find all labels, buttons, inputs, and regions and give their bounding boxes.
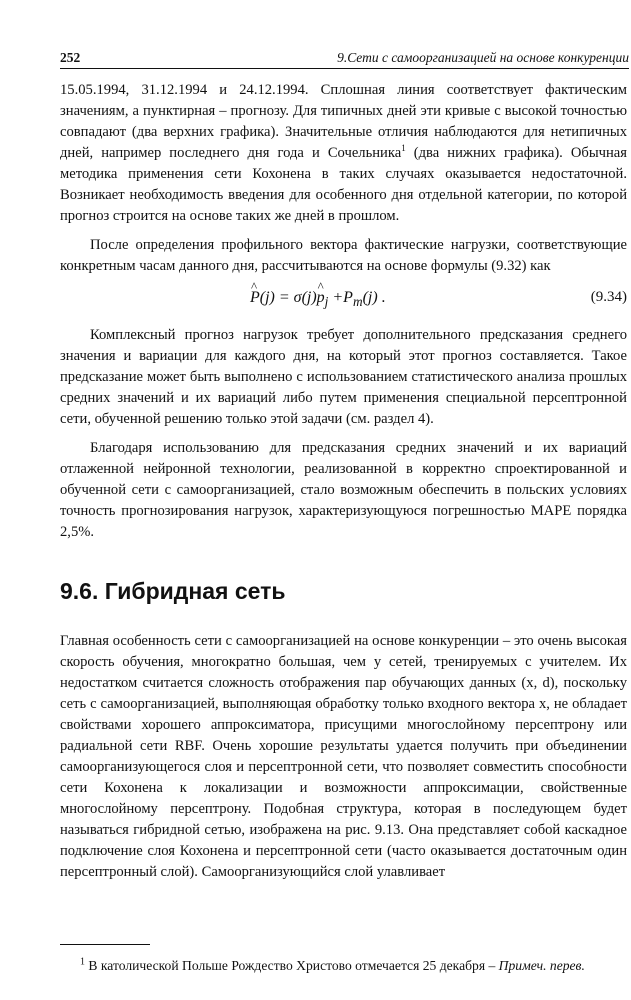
footnote-divider (60, 944, 150, 945)
paragraph-4: Благодаря использованию для предсказания средних значений и их вариаций отлаженной нейронной технологии, реализованной в корректно спроектированной и обученной сети с самоорганизацией, стало возможным обеспечить в польских условиях точность прогнозирования нагрузок, характеризующуюся погрешностью MAPE порядка 2,5%. (60, 440, 627, 540)
formula-expression: ^ P(j) = σ(j)^ $p_j +P_m(j)$ . (250, 287, 386, 312)
footnote-ref: 1 (401, 143, 406, 154)
paragraph-5: Главная особенность сети с самоорганизацией на основе конкуренции – это очень высокая скорость обучения, многократно большая, чем у сетей, тренируемых с учителем. Их недостатком считается сложность отображения пар обучающих данных (x, d), поскольку сеть с самоорганизацией, выполняющая обработку только входного вектора x, не обладает свойствами хорошего аппроксиматора, присущими многослойному персептрону или радиальной сети RBF. Очень хорошие результаты удается получить при объединении самоорганизующегося слоя и персептронной сети, что позволяет совместить способности сети Кохонена к локализации и возможности аппроксимации, свойственные многослойному персептрону. Подобная структура, которая в последующем будет называться гибридной сетью, изображена на рис. 9.13. Она представляет собой каскадное подключение слоя Кохонена и персептронной сети (часто оказывается достаточным один персептронный слой). Самоорганизующийся слой улавливает (60, 633, 627, 880)
running-title: 9.Сети с самоорганизацией на основе конкуренции (337, 50, 629, 65)
formula-9-34 (60, 279, 627, 319)
page-header (60, 48, 629, 69)
footnote (80, 958, 629, 974)
footnote-marker: 1 (80, 956, 85, 968)
paragraph-3: Комплексный прогноз нагрузок требует дополнительного предсказания среднего значения и вариации для каждого дня, на который этот прогноз составляется. Такое предсказание может быть выполнено с использованием статистического анализа прошлых средних значений и их вариаций либо путем применения специальной персептронной сети, обученной решению только этой задачи (см. раздел 4). (60, 327, 627, 427)
section-title: 9.6. Гибридная сеть (60, 578, 286, 604)
page-body (60, 80, 627, 883)
page-number: 252 (60, 50, 81, 65)
footnote-text: В католической Польше Рождество Христово отмечается 25 декабря – (85, 958, 499, 973)
paragraph-1: 15.05.1994, 31.12.1994 и 24.12.1994. Сплошная линия соответствует фактическим значениям, а пунктирная – прогнозу. Для типичных дней эти кривые с высокой точностью совпадают (два верхних графика). Значительные отличия наблюдаются для нетипичных дней, например последнего дня года и Сочельника$^1$ (два нижних графика). Обычная методика применения сети Кохонена в таких случаях оказывается недостаточной. Возникает необходимость введения для особенного дня отдельной категории, по которой прогноз строится на основе таких же дней в прошлом. (60, 82, 627, 224)
footnote-note: Примеч. перев. (498, 958, 585, 973)
paragraph-2: После определения профильного вектора фактические нагрузки, соответствующие конкретным часам данного дня, рассчитываются на основе формулы (9.32) как (60, 237, 627, 274)
formula-number: (9.34) (590, 289, 627, 305)
